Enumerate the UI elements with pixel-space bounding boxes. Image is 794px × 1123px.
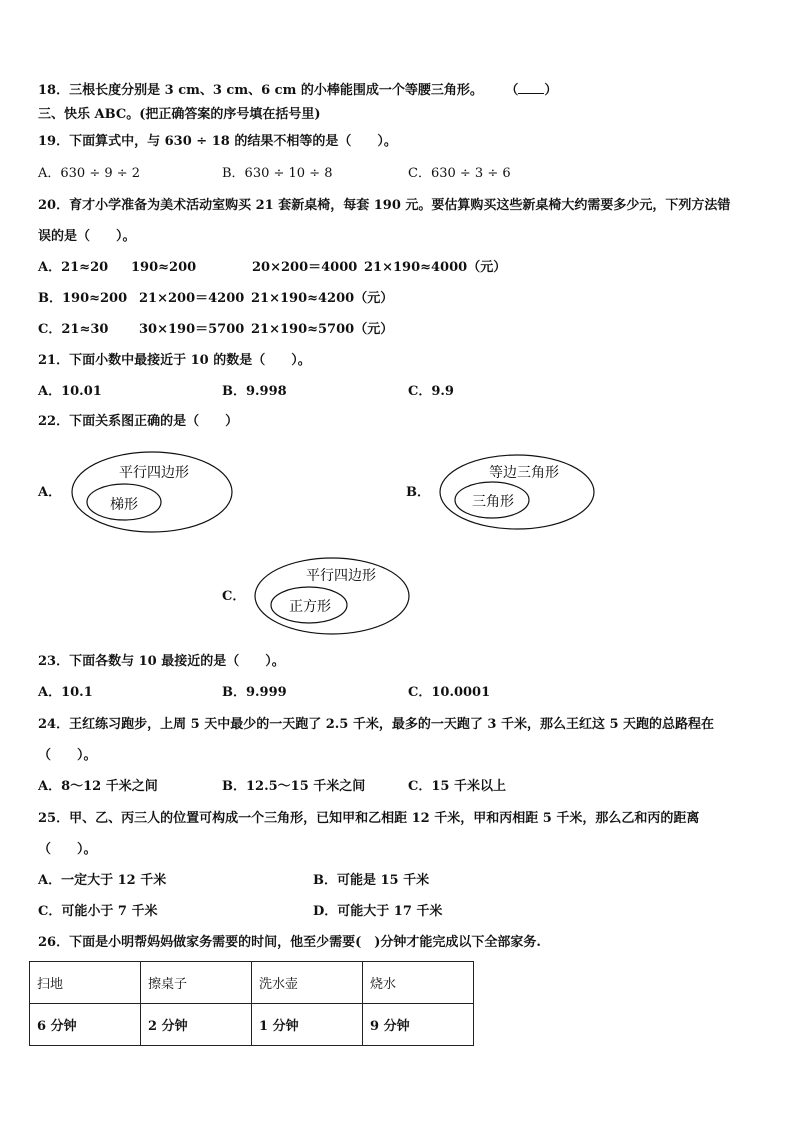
option-a: A．8～12 千米之间 (38, 779, 158, 794)
option-b-step2: 21×200＝4200 (139, 291, 245, 306)
diagram-b-label: B． (406, 485, 430, 500)
outer-ellipse (72, 452, 232, 532)
venn-diagram-a (70, 450, 236, 534)
question-25-text-line2: （ ）。 (38, 842, 97, 857)
option-d: D．可能大于 17 千米 (313, 904, 443, 919)
value-cell: 2 分钟 (141, 1004, 252, 1046)
question-26-text: 26．下面是小明帮妈妈做家务需要的时间，他至少需要( )分钟才能完成以下全部家务. (38, 935, 541, 950)
option-a: A．10.01 (38, 384, 102, 399)
option-a: A．10.1 (38, 685, 93, 700)
option-a-step3: 20×200＝4000 (252, 260, 358, 275)
outer-label: 平行四边形 (306, 568, 376, 584)
option-b: B．可能是 15 千米 (313, 873, 430, 888)
question-18: 18．三根长度分别是 3 cm、3 cm、6 cm 的小棒能围成一个等腰三角形。 （ ） (38, 83, 558, 98)
option-b-step3: 21×190≈4200（元） (251, 291, 394, 306)
question-20-text-line2: 误的是（ ）。 (38, 229, 136, 244)
venn-diagram-b (438, 453, 598, 533)
outer-label: 平行四边形 (119, 465, 189, 481)
option-c-step1: C．21≈30 (38, 322, 109, 337)
header-cell: 扫地 (30, 962, 141, 1004)
chores-table (29, 961, 474, 1046)
question-18-text: 18．三根长度分别是 3 cm、3 cm、6 cm 的小棒能围成一个等腰三角形。 (38, 83, 483, 98)
inner-label: 三角形 (472, 494, 514, 510)
option-a-step2: 190≈200 (131, 260, 197, 275)
outer-label: 等边三角形 (489, 465, 559, 481)
section-3-heading: 三、快乐 ABC。(把正确答案的序号填在括号里) (38, 107, 321, 122)
option-b: B．12.5～15 千米之间 (222, 779, 366, 794)
option-a-step1: A．21≈20 (38, 260, 109, 275)
question-23-text: 23．下面各数与 10 最接近的是（ ）。 (38, 654, 285, 669)
option-b: B．9.999 (222, 685, 287, 700)
value-cell: 9 分钟 (363, 1004, 474, 1046)
table-row (30, 1004, 474, 1046)
option-b-step1: B．190≈200 (38, 291, 128, 306)
diagram-c-label: C． (222, 589, 246, 604)
option-a: A．630 ÷ 9 ÷ 2 (38, 166, 141, 181)
header-cell: 擦桌子 (141, 962, 252, 1004)
option-c: C．15 千米以上 (408, 779, 506, 794)
question-25-text-line1: 25．甲、乙、丙三人的位置可构成一个三角形，已知甲和乙相距 12 千米，甲和丙相距 5 千米，那么乙和丙的距离 (38, 811, 700, 826)
option-c-step3: 21×190≈5700（元） (251, 322, 394, 337)
value-cell: 6 分钟 (30, 1004, 141, 1046)
option-b: B．9.998 (222, 384, 287, 399)
question-24-text-line2: （ ）。 (38, 748, 97, 763)
diagram-a-label: A． (38, 485, 62, 500)
option-b: B．630 ÷ 10 ÷ 8 (222, 166, 333, 181)
header-cell: 洗水壶 (252, 962, 363, 1004)
inner-label: 正方形 (289, 599, 331, 615)
answer-blank[interactable] (518, 81, 544, 94)
option-c: C．可能小于 7 千米 (38, 904, 158, 919)
option-a-step4: 21×190≈4000（元） (364, 260, 507, 275)
inner-label: 梯形 (110, 497, 138, 513)
question-21-text: 21．下面小数中最接近于 10 的数是（ ）。 (38, 353, 311, 368)
option-c: C．9.9 (408, 384, 454, 399)
option-c-step2: 30×190＝5700 (139, 322, 245, 337)
question-22-text: 22．下面关系图正确的是（ ） (38, 414, 239, 429)
value-cell: 1 分钟 (252, 1004, 363, 1046)
option-a: A．一定大于 12 千米 (38, 873, 167, 888)
question-19-text: 19．下面算式中，与 630 ÷ 18 的结果不相等的是（ ）。 (38, 134, 397, 149)
question-20-text-line1: 20．育才小学准备为美术活动室购买 21 套新桌椅，每套 190 元。要估算购买这些新桌椅大约需要多少元，下列方法错 (38, 198, 731, 213)
table-header-row (30, 962, 474, 1004)
question-24-text-line1: 24．王红练习跑步，上周 5 天中最少的一天跑了 2.5 千米，最多的一天跑了 3 千米，那么王红这 5 天跑的总路程在 (38, 717, 715, 732)
option-c: C．10.0001 (408, 685, 491, 700)
option-c: C．630 ÷ 3 ÷ 6 (408, 166, 511, 181)
venn-diagram-c (253, 556, 413, 638)
header-cell: 烧水 (363, 962, 474, 1004)
